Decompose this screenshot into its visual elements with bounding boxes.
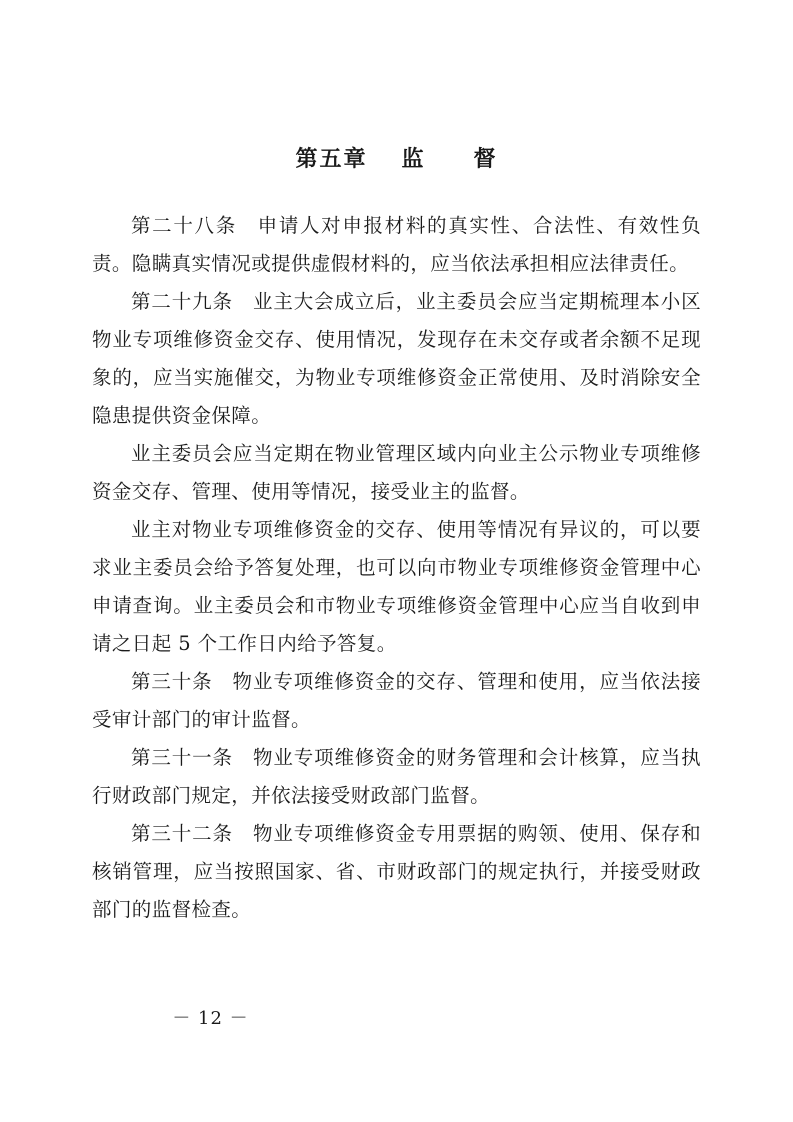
chapter-name: 监 督 (401, 146, 498, 172)
page-footer (0, 1004, 793, 1030)
article-label: 第二十八条 (131, 214, 237, 237)
article-paragraph (92, 207, 701, 283)
article-label: 第三十二条 (131, 822, 233, 845)
article-text: 业主大会成立后，业主委员会应当定期梳理本小区物业专项维修资金交存、使用情况，发现存在未交存或者余额不足现象的，应当实施催交，为物业专项维修资金正常使用、及时消除安全隐患提供资金保障。 (92, 290, 701, 427)
article-paragraph (92, 663, 701, 739)
body-paragraph (92, 435, 701, 511)
article-label: 第三十一条 (131, 746, 233, 769)
chapter-title (92, 142, 701, 173)
chapter-label: 第五章 (295, 146, 368, 172)
article-paragraph (92, 739, 701, 815)
body-paragraph (92, 511, 701, 663)
article-text: 申请人对申报材料的真实性、合法性、有效性负责。隐瞒真实情况或提供虚假材料的，应当依法承担相应法律责任。 (92, 214, 701, 275)
article-text: 物业专项维修资金专用票据的购领、使用、保存和核销管理，应当按照国家、省、市财政部门的规定执行，并接受财政部门的监督检查。 (92, 822, 701, 921)
article-text: 物业专项维修资金的交存、管理和使用，应当依法接受审计部门的审计监督。 (92, 670, 701, 731)
article-text: 业主委员会应当定期在物业管理区域内向业主公示物业专项维修资金交存、管理、使用等情况，接受业主的监督。 (92, 442, 701, 503)
article-label: 第三十条 (131, 670, 213, 693)
article-paragraph (92, 283, 701, 435)
article-text: 物业专项维修资金的财务管理和会计核算，应当执行财政部门规定，并依法接受财政部门监督。 (92, 746, 701, 807)
article-text: 业主对物业专项维修资金的交存、使用等情况有异议的，可以要求业主委员会给予答复处理，也可以向市物业专项维修资金管理中心申请查询。业主委员会和市物业专项维修资金管理中心应当自收到申请之日起 5 个工作日内给予答复。 (92, 518, 701, 655)
page-number: － 12 － (172, 1008, 249, 1029)
article-paragraph (92, 815, 701, 929)
article-label: 第二十九条 (131, 290, 233, 313)
